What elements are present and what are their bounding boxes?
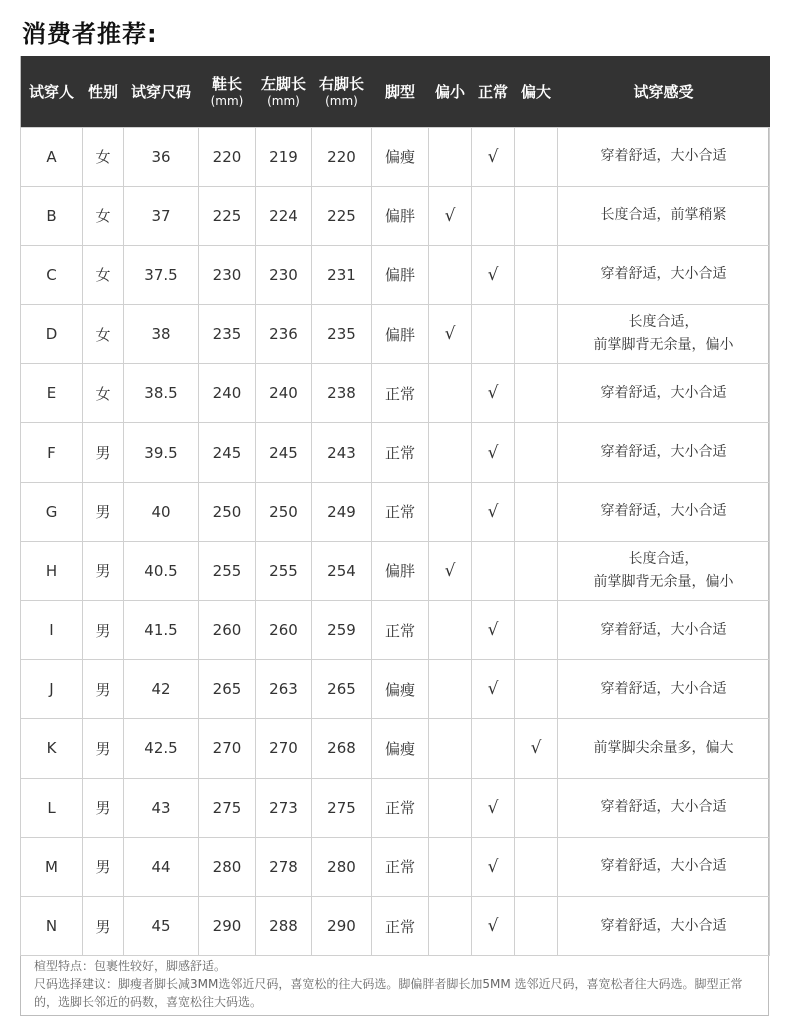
cell-large-check [515, 541, 558, 600]
cell-size: 40 [124, 482, 199, 541]
cell-left-foot: 260 [256, 601, 312, 660]
cell-feel [558, 482, 770, 541]
cell-large-check [515, 305, 558, 364]
cell-small-check [429, 364, 472, 423]
cell-gender: 男 [83, 601, 124, 660]
feel-line-1: 穿着舒适，大小合适 [600, 503, 727, 520]
cell-small-check [429, 482, 472, 541]
cell-shoe-length: 270 [199, 719, 256, 778]
cell-feel [558, 364, 770, 423]
cell-feel [558, 601, 770, 660]
cell-normal-check: √ [472, 245, 515, 304]
cell-size: 42 [124, 660, 199, 719]
feel-line-1: 穿着舒适，大小合适 [600, 148, 727, 165]
cell-normal-check: √ [472, 601, 515, 660]
cell-normal-check [472, 541, 515, 600]
cell-tester: D [21, 305, 83, 364]
cell-size: 43 [124, 778, 199, 837]
cell-normal-check: √ [472, 482, 515, 541]
cell-shoe-length: 230 [199, 245, 256, 304]
cell-large-check [515, 837, 558, 896]
cell-size: 37.5 [124, 245, 199, 304]
cell-tester: F [21, 423, 83, 482]
cell-feel [558, 778, 770, 837]
cell-left-foot: 273 [256, 778, 312, 837]
cell-size: 38.5 [124, 364, 199, 423]
cell-right-foot: 238 [312, 364, 372, 423]
cell-feel [558, 660, 770, 719]
cell-size: 41.5 [124, 601, 199, 660]
cell-shoe-length: 260 [199, 601, 256, 660]
header-right-foot-length [312, 56, 372, 127]
cell-normal-check: √ [472, 423, 515, 482]
cell-foot-type: 正常 [372, 837, 429, 896]
header-right-foot-unit: (mm) [325, 93, 358, 108]
header-tester: 试穿人 [28, 82, 74, 101]
cell-left-foot: 236 [256, 305, 312, 364]
table-row [21, 660, 770, 719]
cell-large-check [515, 245, 558, 304]
cell-foot-type: 正常 [372, 778, 429, 837]
cell-left-foot: 224 [256, 186, 312, 245]
cell-small-check: √ [429, 541, 472, 600]
cell-large-check [515, 778, 558, 837]
cell-feel [558, 127, 770, 186]
header-small: 偏小 [434, 82, 465, 101]
cell-tester: L [21, 778, 83, 837]
feel-line-1: 穿着舒适，大小合适 [600, 799, 727, 816]
cell-small-check [429, 837, 472, 896]
feel-line-1: 前掌脚尖余量多，偏大 [593, 739, 734, 756]
notes [34, 957, 759, 1011]
cell-tester: E [21, 364, 83, 423]
cell-foot-type: 正常 [372, 364, 429, 423]
cell-foot-type: 偏胖 [372, 186, 429, 245]
cell-large-check [515, 896, 558, 955]
page-title: 消费者推荐: [22, 20, 158, 48]
cell-right-foot: 220 [312, 127, 372, 186]
header-shoe-length [199, 56, 256, 127]
cell-size: 36 [124, 127, 199, 186]
feel-line-1: 穿着舒适，大小合适 [600, 384, 727, 401]
cell-right-foot: 265 [312, 660, 372, 719]
cell-right-foot: 275 [312, 778, 372, 837]
cell-left-foot: 255 [256, 541, 312, 600]
cell-left-foot: 250 [256, 482, 312, 541]
notes-size-advice: 尺码选择建议：脚瘦者脚长减3MM选邻近尺码，喜宽松的往大码选。脚偏胖者脚长加5MM 选邻近尺码，喜宽松者往大码选。脚型正常的，选脚长邻近的码数，喜宽松往大码选。 [34, 977, 743, 1009]
cell-normal-check [472, 186, 515, 245]
cell-right-foot: 268 [312, 719, 372, 778]
cell-shoe-length: 280 [199, 837, 256, 896]
cell-gender: 女 [83, 305, 124, 364]
cell-size: 39.5 [124, 423, 199, 482]
cell-size: 38 [124, 305, 199, 364]
cell-shoe-length: 255 [199, 541, 256, 600]
cell-tester: A [21, 127, 83, 186]
feel-line-1: 穿着舒适，大小合适 [600, 858, 727, 875]
cell-feel [558, 719, 770, 778]
header-shoe-length-label: 鞋长 [211, 74, 242, 93]
cell-tester: B [21, 186, 83, 245]
feel-line-1: 长度合适，前掌稍紧 [600, 207, 727, 224]
cell-small-check [429, 896, 472, 955]
cell-gender: 男 [83, 719, 124, 778]
cell-foot-type: 偏胖 [372, 541, 429, 600]
header-gender: 性别 [87, 82, 118, 101]
cell-tester: M [21, 837, 83, 896]
cell-right-foot: 243 [312, 423, 372, 482]
cell-tester: K [21, 719, 83, 778]
table-row [21, 245, 770, 304]
cell-left-foot: 219 [256, 127, 312, 186]
cell-right-foot: 235 [312, 305, 372, 364]
cell-small-check: √ [429, 186, 472, 245]
table-row [21, 837, 770, 896]
table-row [21, 896, 770, 955]
table-row [21, 601, 770, 660]
table-row [21, 482, 770, 541]
cell-left-foot: 263 [256, 660, 312, 719]
cell-shoe-length: 220 [199, 127, 256, 186]
cell-foot-type: 偏胖 [372, 305, 429, 364]
cell-foot-type: 正常 [372, 896, 429, 955]
header-shoe-length-unit: (mm) [210, 93, 244, 108]
cell-right-foot: 254 [312, 541, 372, 600]
cell-large-check [515, 423, 558, 482]
header-left-foot-length [256, 56, 312, 127]
cell-size: 40.5 [124, 541, 199, 600]
feel-line-1: 长度合适， [628, 314, 699, 331]
cell-left-foot: 240 [256, 364, 312, 423]
feel-line-1: 穿着舒适，大小合适 [600, 266, 727, 283]
cell-normal-check: √ [472, 364, 515, 423]
cell-small-check [429, 719, 472, 778]
cell-foot-type: 正常 [372, 423, 429, 482]
cell-feel [558, 837, 770, 896]
cell-right-foot: 231 [312, 245, 372, 304]
cell-left-foot: 278 [256, 837, 312, 896]
header-right-foot-label: 右脚长 [318, 74, 364, 93]
cell-foot-type: 偏胖 [372, 245, 429, 304]
fit-test-table [20, 56, 770, 956]
cell-tester: J [21, 660, 83, 719]
feel-line-1: 长度合适， [628, 550, 699, 567]
cell-gender: 女 [83, 127, 124, 186]
cell-gender: 男 [83, 896, 124, 955]
cell-large-check [515, 482, 558, 541]
feel-line-1: 穿着舒适，大小合适 [600, 621, 727, 638]
cell-foot-type: 偏瘦 [372, 127, 429, 186]
notes-last-feature: 楦型特点：包裹性较好，脚感舒适。 [34, 959, 227, 973]
header-normal: 正常 [477, 82, 508, 101]
cell-gender: 男 [83, 541, 124, 600]
cell-feel [558, 186, 770, 245]
header-left-foot-unit: (mm) [267, 93, 300, 108]
cell-large-check: √ [515, 719, 558, 778]
feel-line-1: 穿着舒适，大小合适 [600, 680, 727, 697]
cell-gender: 男 [83, 778, 124, 837]
table-row [21, 364, 770, 423]
cell-feel [558, 423, 770, 482]
cell-tester: G [21, 482, 83, 541]
cell-foot-type: 偏瘦 [372, 660, 429, 719]
cell-shoe-length: 265 [199, 660, 256, 719]
cell-shoe-length: 240 [199, 364, 256, 423]
cell-left-foot: 245 [256, 423, 312, 482]
header-foot-type: 脚型 [384, 82, 415, 101]
cell-gender: 女 [83, 364, 124, 423]
cell-tester: C [21, 245, 83, 304]
cell-right-foot: 225 [312, 186, 372, 245]
cell-small-check [429, 423, 472, 482]
cell-large-check [515, 364, 558, 423]
header-feel: 试穿感受 [633, 82, 694, 101]
feel-line-2: 前掌脚背无余量，偏小 [593, 337, 734, 354]
cell-shoe-length: 225 [199, 186, 256, 245]
cell-small-check [429, 245, 472, 304]
cell-gender: 女 [83, 186, 124, 245]
cell-left-foot: 230 [256, 245, 312, 304]
header-size: 试穿尺码 [130, 82, 191, 101]
cell-normal-check: √ [472, 778, 515, 837]
cell-normal-check [472, 719, 515, 778]
cell-large-check [515, 127, 558, 186]
cell-shoe-length: 250 [199, 482, 256, 541]
cell-normal-check: √ [472, 127, 515, 186]
table-row [21, 778, 770, 837]
cell-normal-check: √ [472, 837, 515, 896]
table-row [21, 719, 770, 778]
table-row [21, 541, 770, 600]
cell-normal-check: √ [472, 660, 515, 719]
header-large: 偏大 [520, 82, 551, 101]
cell-small-check [429, 660, 472, 719]
header-left-foot-label: 左脚长 [260, 74, 306, 93]
cell-small-check: √ [429, 305, 472, 364]
cell-feel [558, 305, 770, 364]
cell-gender: 男 [83, 837, 124, 896]
table-row [21, 186, 770, 245]
cell-size: 42.5 [124, 719, 199, 778]
cell-feel [558, 245, 770, 304]
cell-shoe-length: 290 [199, 896, 256, 955]
cell-gender: 男 [83, 482, 124, 541]
cell-size: 37 [124, 186, 199, 245]
cell-tester: I [21, 601, 83, 660]
cell-feel [558, 541, 770, 600]
feel-line-1: 穿着舒适，大小合适 [600, 917, 727, 934]
cell-shoe-length: 235 [199, 305, 256, 364]
cell-small-check [429, 601, 472, 660]
cell-left-foot: 288 [256, 896, 312, 955]
table-row [21, 423, 770, 482]
cell-tester: H [21, 541, 83, 600]
cell-shoe-length: 245 [199, 423, 256, 482]
cell-gender: 男 [83, 423, 124, 482]
cell-large-check [515, 601, 558, 660]
cell-foot-type: 正常 [372, 482, 429, 541]
feel-line-1: 穿着舒适，大小合适 [600, 444, 727, 461]
cell-right-foot: 290 [312, 896, 372, 955]
cell-shoe-length: 275 [199, 778, 256, 837]
cell-tester: N [21, 896, 83, 955]
cell-left-foot: 270 [256, 719, 312, 778]
cell-normal-check [472, 305, 515, 364]
cell-size: 44 [124, 837, 199, 896]
cell-right-foot: 280 [312, 837, 372, 896]
cell-normal-check: √ [472, 896, 515, 955]
cell-small-check [429, 778, 472, 837]
cell-gender: 女 [83, 245, 124, 304]
feel-line-2: 前掌脚背无余量，偏小 [593, 573, 734, 590]
cell-feel [558, 896, 770, 955]
table-row [21, 127, 770, 186]
cell-foot-type: 偏瘦 [372, 719, 429, 778]
cell-large-check [515, 660, 558, 719]
cell-gender: 男 [83, 660, 124, 719]
cell-large-check [515, 186, 558, 245]
cell-right-foot: 249 [312, 482, 372, 541]
table-header-row [21, 56, 770, 127]
table-row [21, 305, 770, 364]
cell-right-foot: 259 [312, 601, 372, 660]
cell-foot-type: 正常 [372, 601, 429, 660]
cell-size: 45 [124, 896, 199, 955]
cell-small-check [429, 127, 472, 186]
